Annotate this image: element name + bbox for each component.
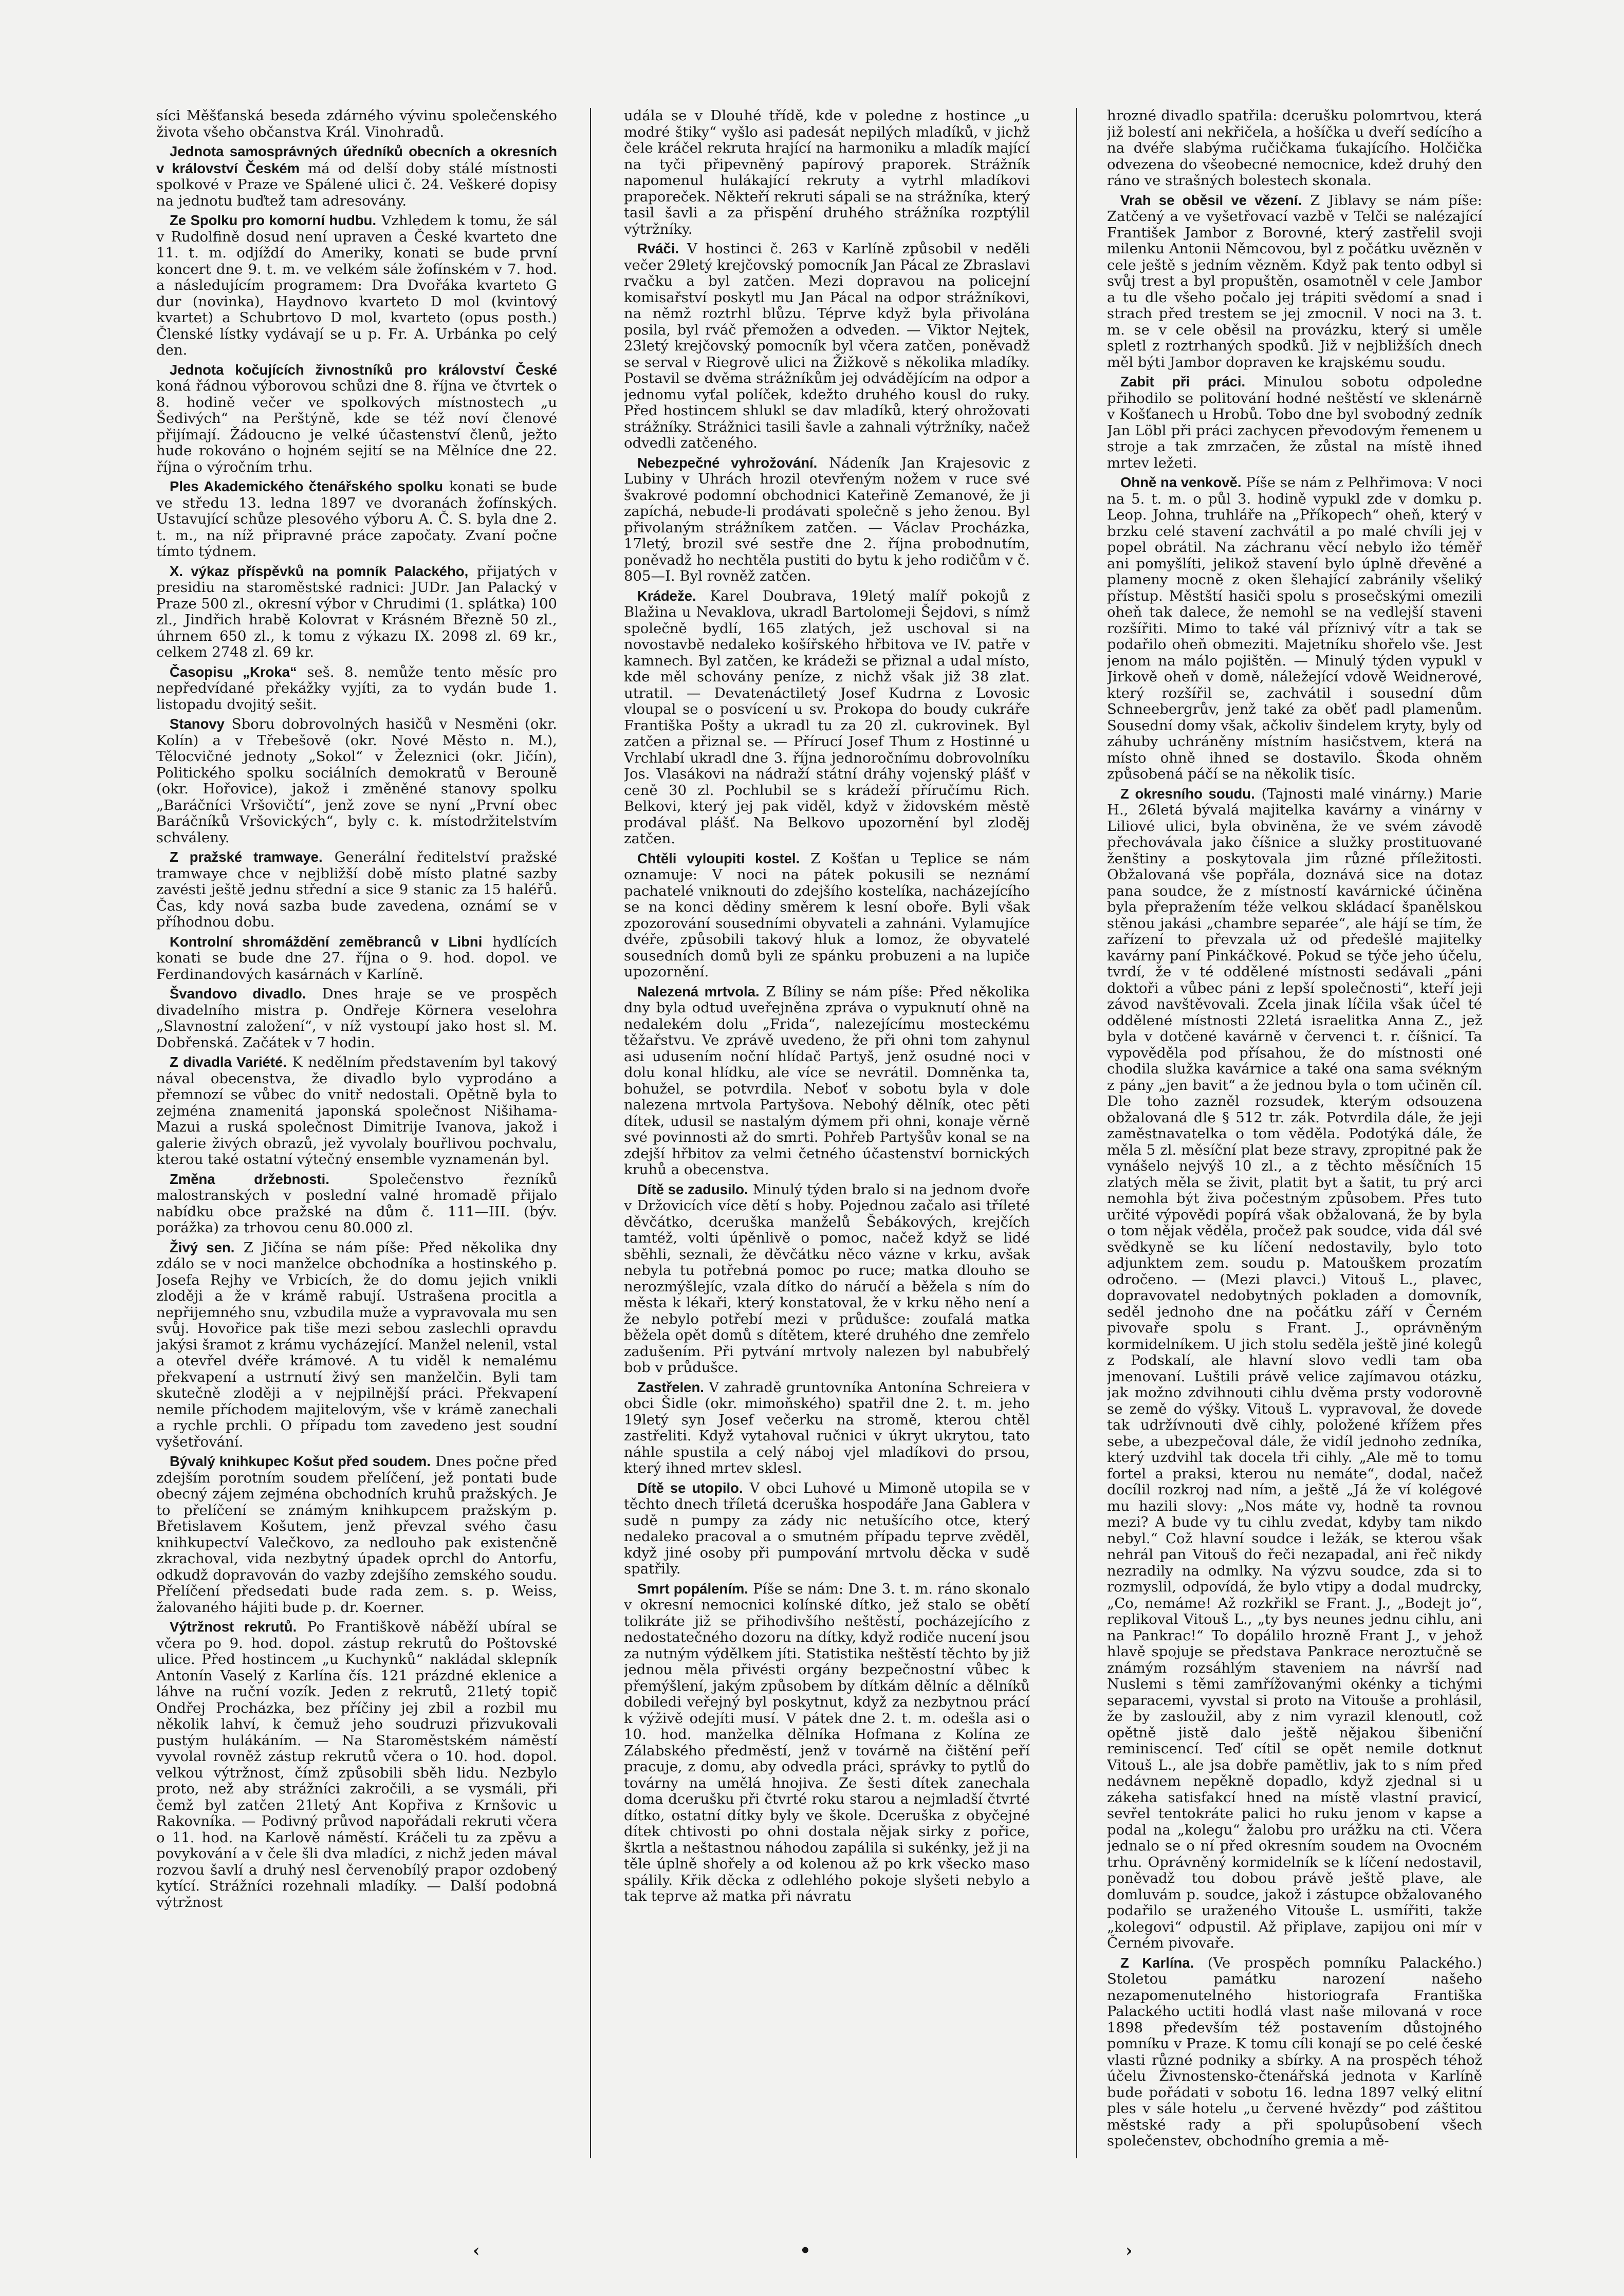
article-paragraph (1107, 474, 1482, 783)
article-text: Nádeník Jan Krajesovic z Lubiny v Uhrách hrozil otevřeným nožem v ruce své švakrové podomní obchodnici Kateřině Zemanové, že ji zapíchá, nebude-li prodávati společně s jeho ženou. Byl přivolaným strážníkem zatčen. — Václav Procházka, 17letý, brozil své sestře dne 2. října probodnutím, poněvadž ho nechtěla pustiti do bytu k jeho rodičům v č. 805—I. Byl rovněž zatčen. (624, 454, 1030, 584)
article-text: Generální ředitelství pražské tramwaye chce v nejbližší době místo platné sazby zavésti ještě jednu střední a sice 9 stanic za 15 haléřů. Čas, kdy nová sazba bude zavedena, oznámí se v příhodnou dobu. (156, 849, 557, 930)
article-headline: Švandovo divadlo. (170, 986, 306, 1002)
article-headline: Rváči. (637, 240, 679, 256)
article-paragraph (624, 588, 1030, 847)
article-paragraph (156, 934, 557, 983)
footer-mark: • (800, 2241, 811, 2261)
article-paragraph (156, 362, 557, 476)
article-headline: Smrt popálením. (637, 1580, 748, 1597)
article-headline: Zabit při práci. (1120, 374, 1246, 390)
article-headline: Ze Spolku pro komorní hudbu. (170, 212, 377, 228)
column-rule (1076, 108, 1077, 2158)
article-headline: X. výkaz příspěvků na pomník Palackého, (170, 563, 469, 579)
article-headline: Živý sen. (170, 1239, 235, 1255)
article-headline: Ohně na venkově. (1120, 474, 1242, 490)
article-headline: Zastřelen. (637, 1379, 704, 1395)
article-paragraph (156, 563, 557, 661)
article-headline: Ples Akademického čtenářského spolku (170, 478, 444, 494)
article-text: síci Měšťanská beseda zdárného vývinu společenského života všeho občanstva Král. Vinohradů. (156, 108, 557, 140)
article-headline: Vrah se oběsil ve vězení. (1120, 192, 1302, 208)
article-text: hydlících konati se bude dne 27. října o 9. hod. dopol. ve Ferdinandových kasárnách v Karlíně. (156, 933, 557, 983)
article-headline: Z Karlína. (1120, 1954, 1194, 1971)
article-text: seš. 8. nemůže tento měsíc pro nepředvídané překážky vyjíti, za to vydán bude 1. listopadu dvojitý sešit. (156, 663, 557, 713)
article-text: Dnes počne před zdejším porotním soudem přelíčení, jež pontati bude obecný zájem zejména obchodních kruhů pražských. Je to přelíčení se známým knihkupcem pražským p. Břetislavem Košutem, jenž převzal svého času knihkupectví Valečkovo, za nedlouho pak existenčně zkrachoval, vida nezbytný úpadek oprchl do Antorfu, odkudž dopravován do vazby zdejšího zemského soudu. Přelíčení předsedati bude rada zem. s. p. Weiss, žalovaného hájiti bude p. dr. Koerner. (156, 1453, 557, 1616)
column-rule (590, 108, 591, 2158)
article-paragraph (156, 478, 557, 560)
article-text: V zahradě gruntovníka Antonína Schreiera v obci Šidle (okr. mimoňského) spatřil dne 2. t. m. jeho 19letý syn Josef večerku na stromě, kterou chtěl zastřeliti. Když vytahoval ručnici v úkryt ukrytou, tato náhle spustila a celý náboj vjel mladíkovi do prsou, který ihned mrtev sklesl. (624, 1379, 1030, 1476)
article-headline: Nebezpečné vyhrožování. (637, 454, 818, 471)
article-headline: Dítě se utopilo. (637, 1479, 743, 1496)
article-headline: Časopisu „Kroka“ (170, 663, 297, 680)
article-headline: Dítě se zadusilo. (637, 1181, 748, 1197)
article-paragraph (624, 108, 1030, 237)
article-paragraph (624, 1581, 1030, 1905)
article-text: Minulý týden bralo si na jednom dvoře v Držovicích více dětí s hoby. Pojednou začalo asi tříleté děvčátko, dceruška manželů Šebákových, krejčích tamtéž, volti úpěnlivě o pomoc, načež když se lidé sběhli, seznali, že děvčátku něco vázne v krku, avšak nebyla tu potřebná pomoc po ruce; matka dlouho se nerozmýšlejíc, vzala dítko do náručí a běžela s ním do města k lékaři, který konstatoval, že v krku něho není a že nebylo potřebí mezi v průdušce: zoufalá matka běžela opět domů s dítětem, které druhého dne zemřelo zadušením. Při pytvání mrtvoly nalezen byl nabubřelý bob v průdušce. (624, 1181, 1030, 1376)
article-paragraph (156, 1453, 557, 1616)
article-paragraph (156, 108, 557, 140)
article-text: Píše se nám: Dne 3. t. m. ráno skonalo v okresní nemocnici kolínské dítko, jež stalo se obětí tolikráte již se přihodivšího neštěstí, pocházejícího z nedostatečného dozoru na dítky, když rodiče nucení jsou za nutným výdělkem jíti. Statistika neštěstí těchto by již jednou měla přivésti orgány bezpečnostní vůbec k přemýšlení, jakým způsobem by dítkám dělníc a dělníků dobiledi veřejný byl poskytnut, když za nezbytnou prácí k výživě odejíti musí. V pátek dne 2. t. m. odešla asi o 10. hod. manželka dělníka Hofmana z Kolína ze Zálabského předměstí, jenž v továrně na čištění peří pracuje, z domu, aby odvedla práci, správky to pytlů do továrny na umělá hnojiva. Ze šesti dítek zanechala doma dcerušku při čtvrté roku starou a nejmladší čtvrté dítko, ostatní dítky byly ve škole. Dceruška z obyčejné dítek chtivosti po ohni dostala nějak sirky z pořice, škrtla a neštastnou náhodou zapálila si sukénky, jež ji na těle úplně shořely a od kolenou až po krk všecko maso spálily. Křik děcka z odlehlého pokoje slyšeti nebylo a tak teprve až matka při návratu (624, 1580, 1030, 1904)
column-2 (624, 108, 1030, 2158)
article-text: V hostinci č. 263 v Karlíně způsobil v neděli večer 29letý krejčovský pomocník Jan Pácal ze Zbraslavi rvačku a byl zatčen. Mezi dopravou na policejní komisařství poskytl mu Jan Pácal na odpor strážníkovi, na němž roztrhl blůzu. Téprve když byla přivolána posila, byl rváč přemožen a odveden. — Viktor Nejtek, 23letý krejčovský pomocník byl včera zatčen, poněvadž se serval v Riegrově ulici na Žižkově s několika mladíky. Postavil se dvěma strážníkům jej odvádějícím na odpor a jednomu vyťal políček, kdežto druhého kousl do ruky. Před hostincem shlukl se dav mladíků, který ohrožovati strážníky. Strážnici tasili šavle a zahnali výtržníky, načež odvedli zatčeného. (624, 240, 1030, 451)
article-paragraph (156, 716, 557, 846)
article-headline: Změna držebnosti. (170, 1171, 329, 1187)
article-text: přijatých v presidiu na staroměstské radnici: JUDr. Jan Palacký v Praze 500 zl., okresní výbor v Chrudimi (1. splátka) 100 zl., Jindřich hrabě Kolovrat v Krásném Březně 50 zl., úhrnem 650 zl., k tomu z výkazu IX. 2098 zl. 69 kr., celkem 2748 zl. 69 kr. (156, 563, 557, 660)
article-text: udála se v Dlouhé třídě, kde v poledne z hostince „u modré štiky“ vyšlo asi padesát nepilých mladíků, v jichž čele kráčel rekruta hrající na harmoniku a mladík mající na tyči připevněný papírový praporek. Strážník napomenul hulákající rekruty a vytrhl mladíkovi praporeček. Někteří rekruti sápali se na strážníka, který tasil šavli a za přispění druhého strážníka rozptýlil výtržníky. (624, 108, 1030, 237)
article-text: (Ve prospěch pomníku Palackého.) Stoletou památku narození našeho nezapomenutelného historiografa Františka Palackého uctiti hodlá vlast naše milovaná v roce 1898 především též postavením důstojného pomníku v Praze. K tomu cíli konají se po celé české vlasti různé podniky a sbírky. A na prospěch téhož účelu Živnostensko-čtenářská jednota v Karlíně bude pořádati v sobotu 16. ledna 1897 velký elitní ples v sále hotelu „u červené hvězdy“ pod záštitou městské rady a při spolupůsobení všech společenstev, obchodního gremia a mě- (1107, 1954, 1482, 2149)
article-paragraph (156, 986, 557, 1051)
article-paragraph (1107, 192, 1482, 371)
article-headline: Krádeže. (637, 587, 696, 604)
article-paragraph (156, 1619, 557, 1911)
article-headline: Jednota kočujících živnostníků pro království České (170, 361, 557, 378)
newspaper-page (147, 108, 1483, 2158)
article-headline: Z divadla Variété. (170, 1054, 287, 1070)
article-text: Vzhledem k tomu, že sál v Rudolfině dosud není upraven a České kvarteto dne 11. t. m. odjíždí do Ameriky, konati se bude první koncert dne 9. t. m. ve velkém sále žofínském v 7. hod. a následujícím programem: Dra Dvořáka kvarteto G dur (novinka), Haydnovo kvarteto D mol (kvintový kvartet) a Schubrtovo D mol, kvarteto (opus posth.) Členské lístky vydávají se u p. Fr. A. Urbánka po celý den. (156, 212, 557, 358)
article-paragraph (624, 240, 1030, 452)
article-text: Společenstvo řezníků malostranských v poslední valné hromadě přijalo nabídku obce pražské na dům č. 111—III. (býv. porážka) za trhovou cenu 80.000 zl. (156, 1171, 557, 1236)
article-paragraph (156, 143, 557, 209)
article-text: Z Bíliny se nám píše: Před několika dny byla odtud uveřejněna zpráva o vypuknutí ohně na nedalekém dolu „Frida“, nalezejícímu mosteckému těžařstvu. Ve zprávě uvedeno, že při ohni tom zahynul asi udusením noční hlídač Partyš, jenž osudné noci v dolu konal hlídku, ale více se nevrátil. Domněnka ta, bohužel, se potvrdila. Neboť v sobotu byla v dole nalezena mrtvola Partyšova. Nebohý dělník, otec pěti dítek, udusil se nastalým dýmem při ohni, konaje věrně své povinnosti až do smrti. Pohřeb Partyšův konal se na zdejší hřbitov za velmi četného účastenství bornických kruhů a obecenstva. (624, 983, 1030, 1178)
footer-mark: ‹ (473, 2241, 480, 2261)
article-paragraph (156, 1171, 557, 1236)
article-paragraph (156, 849, 557, 931)
article-headline: Z pražské tramwaye. (170, 849, 323, 865)
article-text: Sboru dobrovolných hasičů v Nesměni (okr. Kolín) a v Třebešově (okr. Nové Město n. M.), Tělocvičné jednoty „Sokol“ v Železnici (okr. Jičín), Politického spolku sociálních demokratů v Berouně (okr. Hořovice), jakož i změněné stanovy spolku „Baráčníci Vršovičtí“, jenž zove se nyní „První obec Baráčníků Vršovických“, byly c. k. místodržitelstvím schváleny. (156, 716, 557, 846)
article-paragraph (1107, 108, 1482, 189)
article-paragraph (624, 455, 1030, 585)
article-headline: Nalezená mrtvola. (637, 983, 760, 999)
article-paragraph (1107, 1955, 1482, 2150)
article-paragraph (624, 850, 1030, 980)
article-text: Z Jičína se nám píše: Před několika dny zdálo se v noci manželce obchodníka a hostinského p. Josefa Rejhy ve Vrbicích, že do domu jejich vnikli zloději a že v krámě rabují. Ustrašena procitla a nepřijemného snu, vzbudila muže a vypravovala mu sen svůj. Hovořice pak tiše mezi sebou zaslechli opravdu jakýsi šramot z krámu vycházející. Manžel nelenil, vstal a otevřel dvéře krámové. A tu viděl k nemalému překvapení a ustrnutí živý sen manželčin. Byli tam skutečně zloději a v nejpilnější práci. Překvapení nemile příchodem majitelovým, vše v krámě zanechali a rychle prchli. O případu tom zavedeno jest soudní vyšetřování. (156, 1239, 557, 1450)
article-text: Dnes hraje se ve prospěch divadelního mistra p. Ondřeje Körnera veselohra „Slavnostní založení“, v níž vystoupí jako host sl. M. Dobřenská. Začátek v 7 hodin. (156, 986, 557, 1051)
article-text: Po Františkově náběží ubíral se včera po 9. hod. dopol. zástup rekrutů do Poštovské ulice. Před hostincem „u Kuchynků“ nakládal sklepník Antonín Vaselý z Karlína čís. 121 prázdné eklenice a láhve na ruční vozík. Jeden z rekrutů, 21letý topič Ondřej Procházka, bez příčiny jej zbil a rozbil mu několik lahví, k čemuž jeho soudruzi přizvukovali pustým hulákáním. — Na Staroměstském náměstí vyvolal rovněž zástup rekrutů včera o 10. hod. dopol. velkou výtržnost, čímž způsobili sběh lidu. Nezbylo proto, než aby strážníci zakročili, a se vysmáli, při čemž byl zatčen 21letý Ant Kopřiva z Krnšovic u Rakovníka. — Podivný průvod napořádali rekruti včera o 11. hod. na Karlově náměstí. Kráčeli tu za zpěvu a povykování a v čele šli dva mladíci, z nichž jeden mával rozvou šavlí a druhý nesl červenobílý prapor ozdobený kytící. Strážníci rozehnali mladíky. — Další podobná výtržnost (156, 1619, 557, 1911)
footer-mark: › (1125, 2241, 1133, 2261)
article-paragraph (624, 1181, 1030, 1376)
article-text: koná řádnou výborovou schůzi dne 8. října ve čtvrtek o 8. hodině večer ve spolkových místnostech „u Šedivých“ na Perštýně, kde se též noví členové přijímají. Žádoucno je velké účastenství členů, ježto hude rokováno o hojném sejití se na Mělníce dne 22. října o výročním trhu. (156, 378, 557, 475)
article-text: hrozné divadlo spatřila: dcerušku polomrtvou, která již bolestí ani nekřičela, a hošíčka u dveří sedícího a na dvéře slabýma ručičkama ťukajícího. Holčička odvezena do všeobecné nemocnice, kdež druhý den ráno ve strašných bolestech skonala. (1107, 108, 1482, 189)
article-headline: Kontrolní shromáždění zeměbranců v Libni (170, 933, 483, 950)
article-paragraph (156, 212, 557, 359)
article-paragraph (156, 664, 557, 713)
article-text: Z Košťan u Teplice se nám oznamuje: V noci na pátek pokusili se neznámí pachatelé vniknouti do zdejšího kostelíka, nacházejícího se na konci dědiny směrem k lesní oboře. Byli však zpozorování sousedními obyvateli a zahnáni. Vylamujíce dvéře, způsobili takový hluk a lomoz, že obyvatelé sousedních domů byli ze spánku probuzeni a na lupiče upozornění. (624, 850, 1030, 980)
article-paragraph (624, 984, 1030, 1178)
article-text: Karel Doubrava, 19letý malíř pokojů z Blažina u Nevaklova, ukradl Bartolomeji Šejdovi, s nímž společně bydlí, 165 zlatých, jež uschoval si na novostavbě nedaleko košířského hřbitova ve IV. patře v kamnech. Byl zatčen, ke krádeži se přiznal a udal místo, kde měl schovány peníze, z nichž však již 38 zlat. utratil. — Devatenáctiletý Josef Kudrna z Lovosic vloupal se o posvícení u sv. Prokopa do boudy cukráře Františka Pošty a ukradl tu za 20 zl. cukrovinek. Byl zatčen a přiznal se. — Přírucí Josef Thum z Hostinné u Vrchlabí ukradl dne 3. října jednoročnímu dobrovolníku Jos. Vlasákovi na nádraží státní dráhy vojenský plášť v ceně 30 zl. Pochlubil se s krádeží příručímu Rich. Belkovi, který jej pak viděl, když v židovském městě prodával plášť. Na Belkovo upozornění byl zloděj zatčen. (624, 587, 1030, 847)
article-paragraph (624, 1480, 1030, 1578)
article-headline: Jednota samosprávných úředníků obecních a okresních v království Českém (156, 143, 557, 176)
column-3 (1107, 108, 1482, 2158)
article-paragraph (1107, 786, 1482, 1952)
column-1 (156, 108, 557, 2158)
article-text: Minulou sobotu odpoledne přihodilo se politování hodné neštěstí ve sklenárně v Košťanech u Hrobů. Tobo dne byl svobodný zedník Jan Löbl při práci zachycen převodovým řemenem u stroje a tak zmrzačen, že zůstal na místě ihned mrtev ležeti. (1107, 374, 1482, 471)
article-text: (Tajnosti malé vinárny.) Marie H., 26letá bývalá majitelka kavárny a vinárny v Liliové ulici, byla obviněna, že ve svém závodě přechovávala jako číšnice a služky prostituované ženštiny a poskytovala jim různé příležitosti. Obžalovaná vše popřála, doznává sice na dotaz pana soudce, že z místností kavárnické účiněna byla přepražením téže velkou skládací španělskou stěnou jakási „chambre separée“, ale hájí se tím, že zařízení to převzala už od předešlé majitelky kavárny paní Pinkáčkové. Pokud se týče jeho účelu, tvrdí, že v té oddělené místnosti sedávali „páni doktoři a vůbec páni z lepší společnosti“, kteří jeji závod navštěvovali. Zcela jinak líčila však účel té oddělené místnosti 22letá israelitka Anna Z., jež byla v dotčené kavárně v červenci t. r. číšnicí. Ta vypověděla pod přísahou, že do místnosti oné chodila služka kavárnice a také ona sama svékným z pány „jen bavit“ a že jednou byla o tom učiněn cíl. Dle toho zazněl rozsudek, kterým odsouzena obžalovaná dle § 512 tr. zák. Potvrdila dále, že jeji zaměstnavatelka o tom věděla. Podotýká dále, že měla 5 zl. měsíční plat beze stravy, zpropitné pak že vynášelo nejvýš 10 zl., a z těchto měsíčních 15 zlatých měla se živit, platit byt a šatit, tu prý arci nemohla být živa počestným způsobem. Přes tuto určité výpovědi popírá však obžalovaná, že by byla o tom nějak věděla, pročež pak soudce, vida dál své svědkyně se ku líčení nedostavily, bylo toto adjunktem zem. soudu p. Matouškem prozatím odročeno. — (Mezi plavci.) Vitouš L., plavec, dopravovatel nedobytných pokladen a domovník, seděl jednoho dne na počátku září v Černém pivovaře spolu s Frant. J., oprávněným kormidelníkem. U jich stolu seděla ještě jiné kolegů z Podskalí, ale hlavní slovo vedli tam oba jmenovaní. Luštili právě velice zajímavou otázku, jak možno zdvihnouti cihlu dvěma prsty vodorovně se země do výšky. Vitouš L. vypravoval, že dovede tak udržívnouti dvě cihly, položené křížem přes sebe, a ubezpečoval dále, že vidíl jednoho zedníka, který uzdvihl tak docela tři cihly. „Ale mě to tomu fortel a praksi, kterou nu nemáte“, dodal, načež docílil rozkroj nad ním, a ještě „Já že ví kolégové mu hazili slovy: „Nos máte vy, hodně ta rovnou mezi? A bude vy tu cihlu zvedat, kdyby tam nikdo nebyl.“ Což hlavní soudce i ležák, se kterou však nehrál pan Vitouš do řeči nezapadal, ani řeč nikdy nezradily na odmlky. Na výzvu soudce, zda si to rozmyslil, odpovídá, že bylo vtipy a dodal mudrcky, „Co, nemáme! Až rozkřikl se Frant. J., „Bodejt jo“, replikoval Vitouš L., „ty bys neunes jednu cihlu, ani na Pankrac!“ To dopálilo hrozně Frant J., v jehož hlavě spojuje se představa Pankrace neroztučně se známým rozsáhlým staveniem na návrší nad Nuslemi s těmi zamřížovanými okénky a tichými separacemi, vyvstal si proto na Vitouše a prohlásil, že by zasloužil, aby z nim vyrazil klenoutl, což opětně jistě dalo ještě nějakou šibeniční reminiscencí. Teď cítil se opět nemile dotknut Vitouš L., ale jsa dobře pamětliv, jak to s ním před nedávnem nepěkně dopadlo, když zjednal si u zákeha satisfakcí hned na místě vlastní pravicí, sevřel tentokráte palici ho ruku jenom v kapse a podal na „kolegu“ žalobu pro urážku na cti. Včera jednalo se o ní před okresním soudem na Ovocném trhu. Oprávněný kormidelník se k líčení nedostavil, poněvadž tou dobou právě ještě plave, ale domluvám p. soudce, jakož i zástupce obžalovaného podařilo se uraženého Vitouše L. usmířiti, takže „kolegovi“ odpustil. Až připlave, zapijou oni mír v Černém pivovaře. (1107, 785, 1482, 1951)
article-headline: Stanovy (170, 716, 225, 732)
article-headline: Bývalý knihkupec Košut před soudem. (170, 1453, 431, 1469)
article-headline: Chtěli vyloupiti kostel. (637, 850, 800, 866)
article-paragraph (156, 1054, 557, 1168)
article-paragraph (624, 1379, 1030, 1477)
article-headline: Z okresního soudu. (1120, 785, 1255, 802)
article-headline: Výtržnost rekrutů. (170, 1619, 297, 1635)
article-text: Píše se nám z Pelhřimova: V noci na 5. t. m. o půl 3. hodině vypukl zde v domku p. Leop. Johna, truhláře na „Příkopech“ oheň, který v brzku celé stavení zachvátil a po malé chvíli jej v popel obrátil. Na záchranu věcí nebylo ižo téměř ani pomyšlíti, jelikož stavení bylo úplně dřevěné a plameny mocně z oken šlehající zabránily všeliký přístup. Městští hasiči spolu s prosečskými omezili oheň tak dalece, že nemohl se na vedlejší staveni rozšířiti. Mimo to také vál příznivý vítr a tak se podařilo oheň obmeziti. Majetníku shořelo vše. Jest jenom na málo pojištěn. — Minulý týden vypukl v Jirkově oheň v domě, náležející vdově Weidnerové, který rozšířil se, zachvátil i sousední dům Schneebergrův, jenž také za oběť padl plamenům. Sousední domy však, ačkoliv šindelem kryty, byly od záhuby uchráněny místním hasičstvem, která na místo ohně ihned se dostavilo. Škoda ohněm způsobená páčí se na několik tisíc. (1107, 474, 1482, 782)
article-text: K nedělním představením byl takový nával obecenstva, že divadlo bylo vyprodáno a přemnozí se vůbec do vnitř nedostali. Opětně byla to zejména znamenitá japonská společnost Nišihama-Mazui a ruská společnost Dimitrije Ivanova, jakož i galerie živých obrazů, jež vyvolaly bouřlivou pochvalu, kterou také ostatní výtečný ensemble vyznamenán byl. (156, 1054, 557, 1168)
article-text: konati se bude ve středu 13. ledna 1897 ve dvoranách žofínských. Ustavující schůze plesového výboru A. Č. S. byla dne 2. t. m., na níž připravné práce započaty. Zvaní počne tímto týdnem. (156, 478, 557, 560)
article-paragraph (156, 1239, 557, 1451)
article-text: V obci Luhové u Mimoně utopila se v těchto dnech tříletá dceruška hospodáře Jana Gablera v sudě n pumpy za zády nic netušícího otce, který nedaleko pracoval a o smutném případu teprve zvěděl, když jiné osoby při pumpování mrtvolu děcka v sudě spatřily. (624, 1479, 1030, 1577)
article-text: Z Jiblavy se nám píše: Zatčený a ve vyšetřovací vazbě v Telči se nalézající František Jambor z Borovné, který zastřelil svoji milenku Antonii Němcovou, byl z počátku uvězněn v cele ještě s jedním vězněm. Když pak tento odbyl si svůj trest a byl propuštěn, osamotněl v cele Jambor a tu dle všeho počalo jej trápiti svědomí a snad i strach před trestem se jej zmocnil. V noci na 3. t. m. se v cele oběsil na provázku, který si uměle spletl z roztrhaných spodků. Již v nejbližších dnech měl býti Jambor dopraven ke krajskému soudu. (1107, 192, 1482, 371)
article-paragraph (1107, 374, 1482, 471)
article-text: má od delší doby stálé místnosti spolkové v Praze ve Spálené ulici č. 24. Veškeré dopisy na jednotu buďtež tam adresovány. (156, 160, 557, 209)
